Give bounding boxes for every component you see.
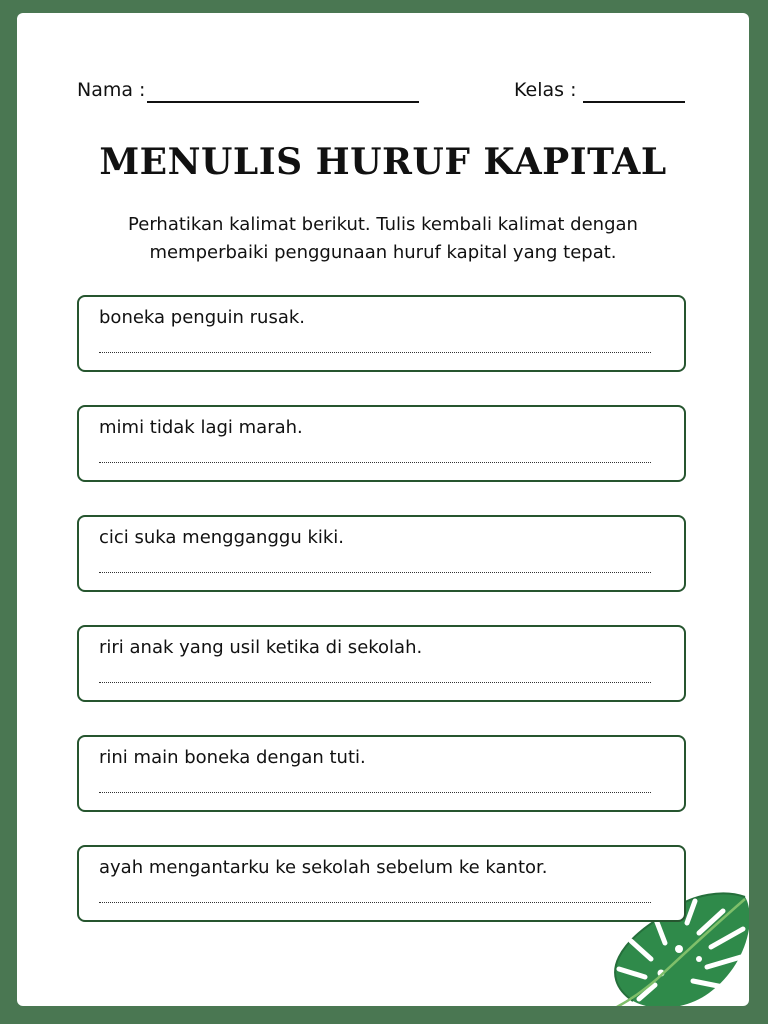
nama-label: Nama : [77,79,146,101]
page-title: MENULIS HURUF KAPITAL [99,141,667,183]
exercise-box-6 [77,845,686,922]
answer-line[interactable] [99,462,651,463]
exercise-box-3 [77,515,686,592]
exercise-box-2 [77,405,686,482]
answer-line[interactable] [99,682,651,683]
worksheet-page [17,13,749,1006]
exercise-box-1 [77,295,686,372]
answer-line[interactable] [99,572,651,573]
instruction-text: Perhatikan kalimat berikut. Tulis kembali kalimat dengan memperbaiki penggunaan huruf kapital yang tepat. [128,214,638,263]
nama-input-line[interactable] [147,101,419,103]
exercise-sentence: riri anak yang usil ketika di sekolah. [99,637,423,658]
answer-line[interactable] [99,902,651,903]
answer-line[interactable] [99,352,651,353]
exercise-sentence: boneka penguin rusak. [99,307,306,328]
kelas-input-line[interactable] [583,101,685,103]
exercise-sentence: rini main boneka dengan tuti. [99,747,366,768]
exercise-box-5 [77,735,686,812]
exercise-sentence: ayah mengantarku ke sekolah sebelum ke kantor. [99,857,548,878]
kelas-label: Kelas : [514,79,577,101]
exercise-sentence: mimi tidak lagi marah. [99,417,303,438]
answer-line[interactable] [99,792,651,793]
exercise-sentence: cici suka mengganggu kiki. [99,527,345,548]
exercise-box-4 [77,625,686,702]
